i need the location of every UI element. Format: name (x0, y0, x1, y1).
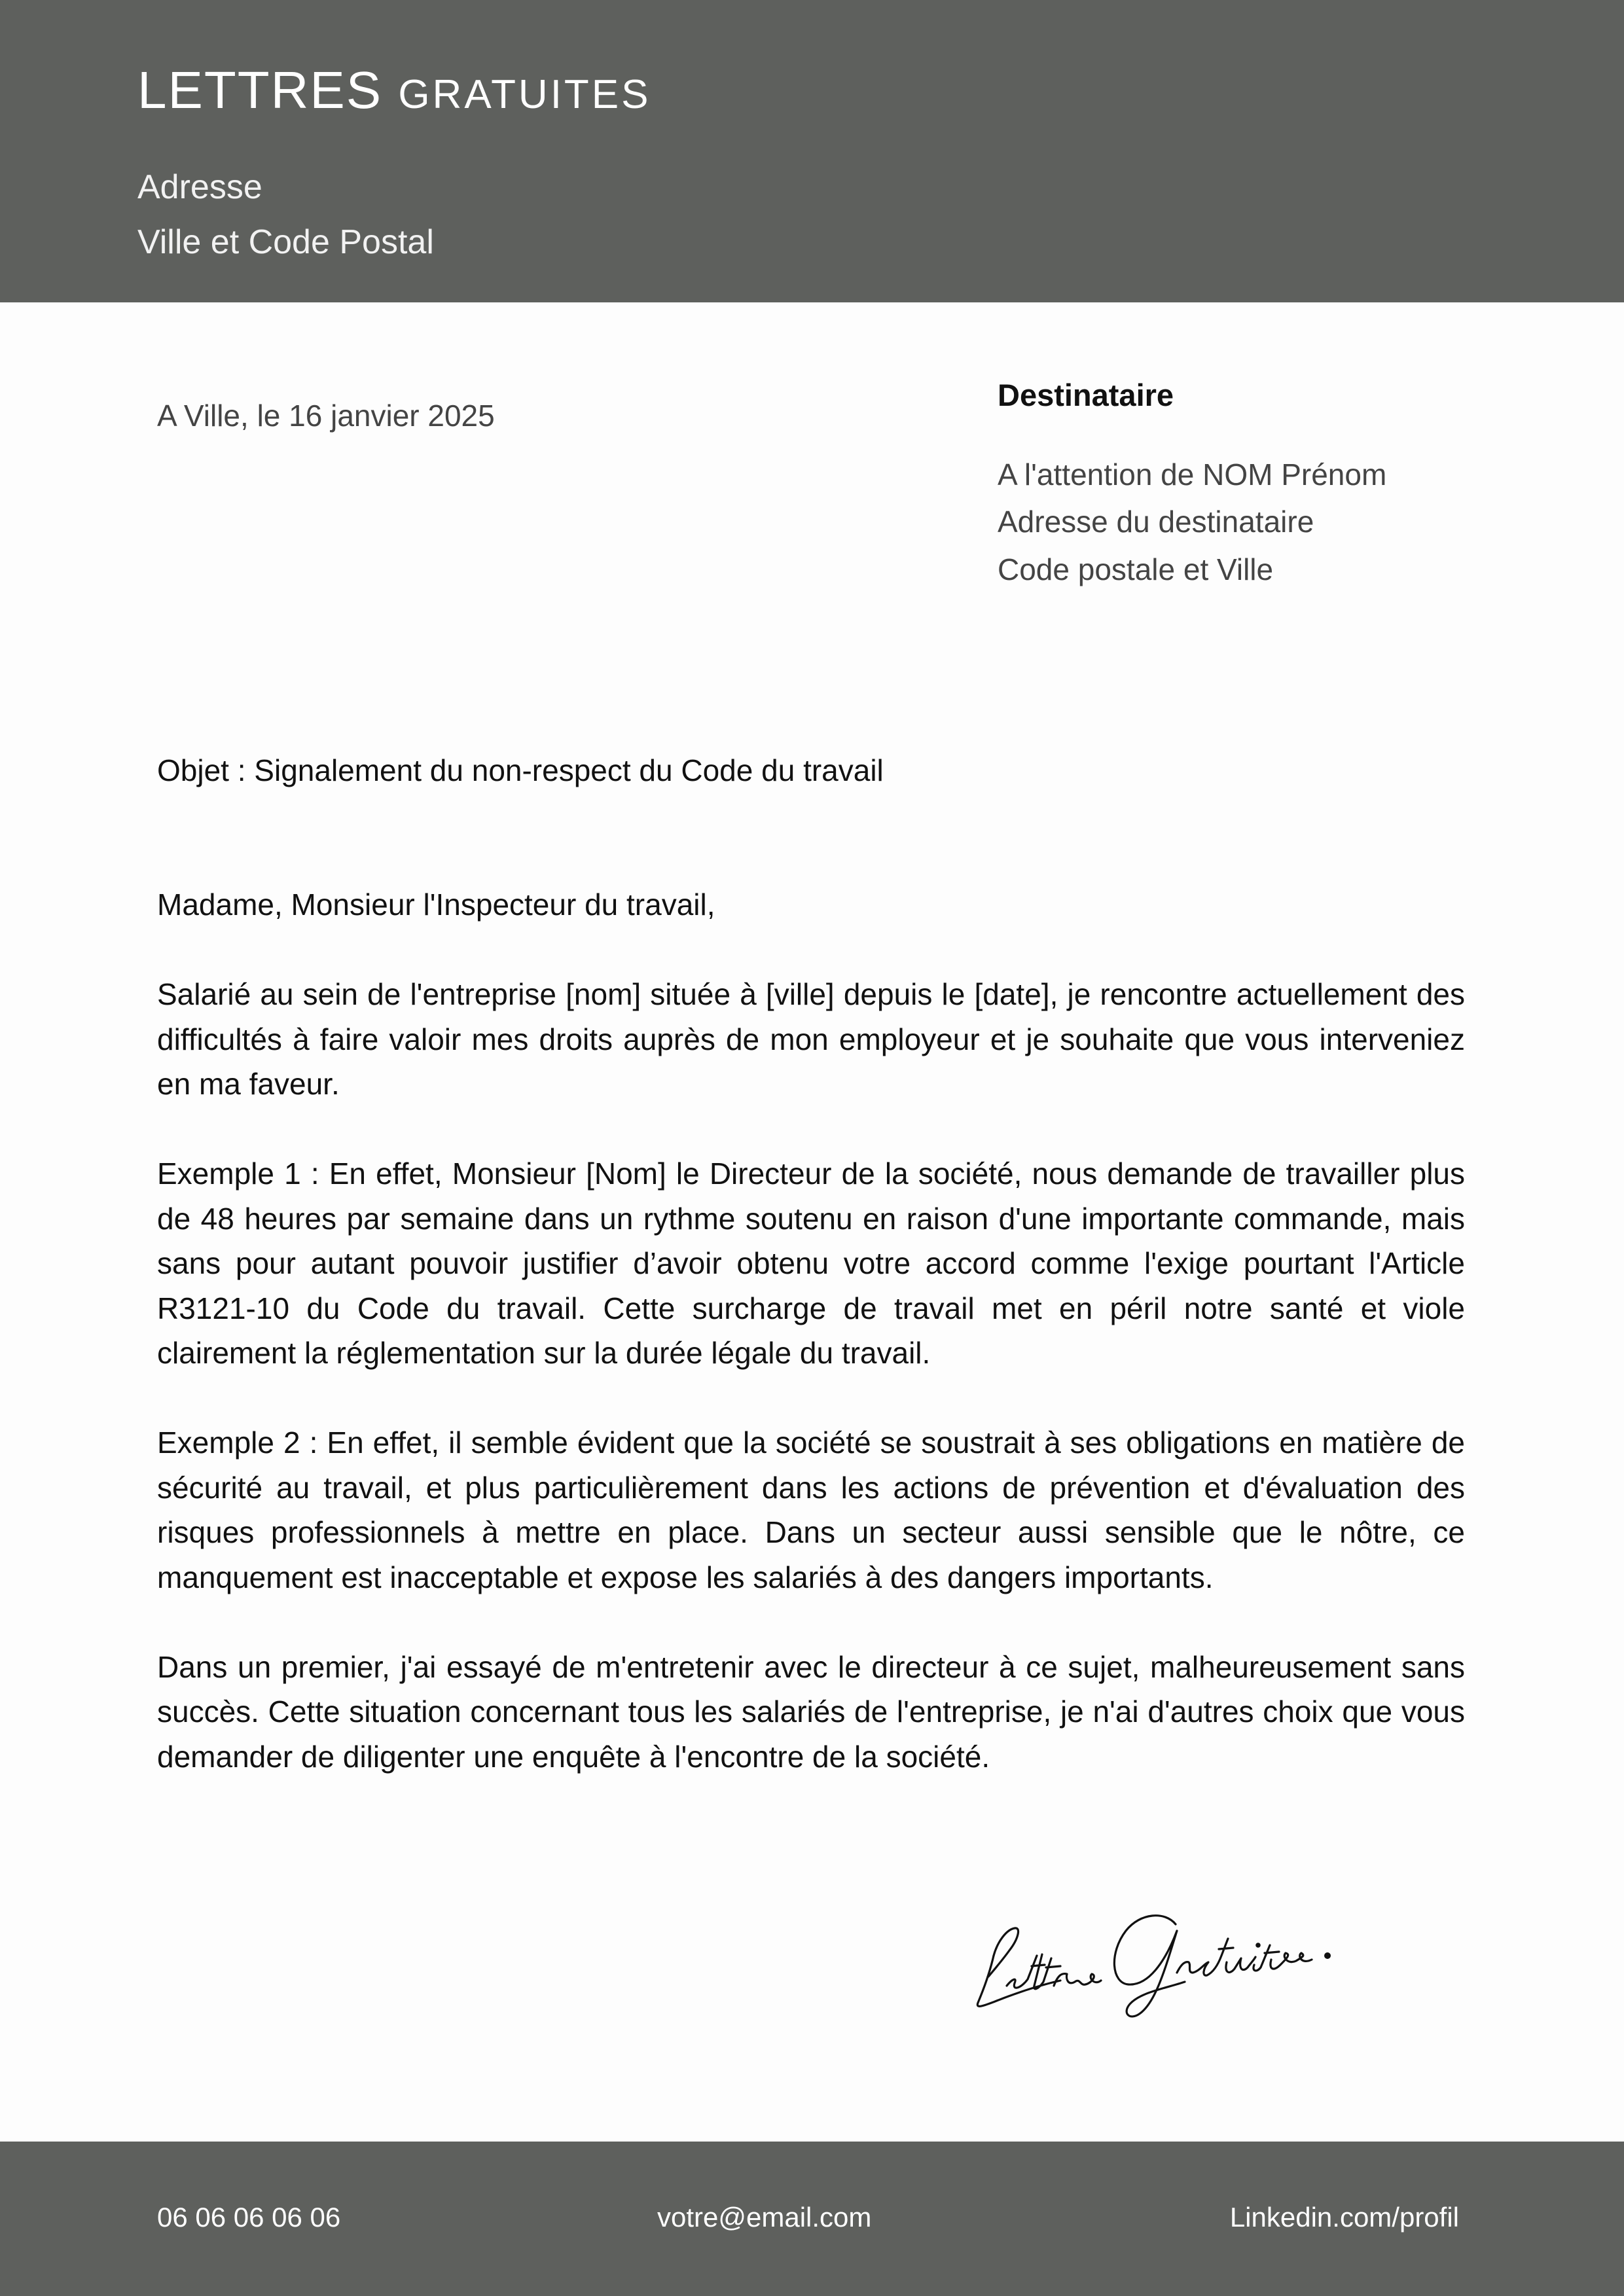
letter-footer (0, 2142, 1624, 2296)
recipient-attention: A l'attention de NOM Prénom (998, 457, 1387, 492)
recipient-zip-city: Code postale et Ville (998, 552, 1274, 586)
footer-linkedin[interactable]: Linkedin.com/profil (1229, 2202, 1459, 2233)
body-paragraph-example-1: Exemple 1 : En effet, Monsieur [Nom] le Directeur de la société, nous demande de travailler plus de 48 heures par semaine dans un rythme soutenu en raison d'une importante commande, mais sans pour autant pouvoir justifier d’avoir obtenu votre accord comme l'exige pourtant l'Article R3121-10 du Code du travail. Cette surcharge de travail met en péril notre santé et viole clairement la réglementation sur la durée légale du travail. (157, 1157, 1465, 1370)
body-paragraph-intro: Salarié au sein de l'entreprise [nom] située à [ville] depuis le [date], je rencontre actuellement des difficultés à faire valoir mes droits auprès de mon employeur et je souhaite que vous interveniez en ma faveur. (157, 977, 1465, 1101)
letter-body (157, 882, 1465, 1779)
footer-phone: 06 06 06 06 06 (157, 2202, 341, 2233)
letter-header (0, 0, 1624, 302)
recipient-title: Destinataire (998, 378, 1174, 412)
body-paragraph-conclusion: Dans un premier, j'ai essayé de m'entretenir avec le directeur à ce sujet, malheureusement sans succès. Cette situation concernant tous les salariés de l'entreprise, je n'ai d'autres choix que vous demander de diligenter une enquête à l'encontre de la société. (157, 1649, 1465, 1774)
recipient-address: Adresse du destinataire (998, 505, 1314, 539)
brand-title (137, 60, 651, 120)
letter-subject: Objet : Signalement du non-respect du Code du travail (157, 753, 884, 787)
body-paragraph-example-2: Exemple 2 : En effet, il semble évident que la société se soustrait à ses obligations en matière de sécurité au travail, et plus particulièrement dans les actions de prévention et d'évaluation des risques professionnels à mettre en place. Dans un secteur aussi sensible que le nôtre, ce manquement est inacceptable et expose les salariés à des dangers importants. (157, 1426, 1465, 1594)
brand-title-small: GRATUITES (398, 72, 651, 117)
sender-address: Adresse (137, 168, 262, 206)
footer-email[interactable]: votre@email.com (657, 2202, 872, 2233)
letter-date: A Ville, le 16 janvier 2025 (157, 399, 495, 433)
handwritten-signature (969, 1857, 1362, 2021)
salutation: Madame, Monsieur l'Inspecteur du travail, (157, 888, 715, 922)
brand-title-big: LETTRES (137, 61, 383, 119)
sender-city-zip: Ville et Code Postal (137, 223, 434, 261)
